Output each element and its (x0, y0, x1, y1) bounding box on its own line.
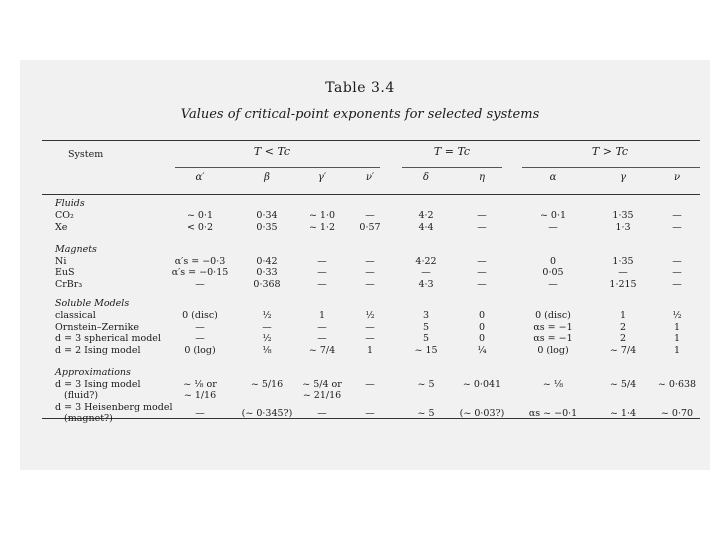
exponent-header: γ′ (317, 172, 327, 183)
table-cell: ~ 5/4 (609, 379, 637, 390)
table-cell: ~ 21/16 (302, 390, 342, 401)
table-cell: < 0·2 (186, 222, 214, 233)
table-cell: 0·35 (256, 222, 278, 233)
table-cell: — (195, 279, 205, 290)
table-cell: — (317, 322, 327, 333)
system-name: Ornstein–Zernike (55, 322, 139, 333)
table-cell: — (421, 267, 431, 278)
table-cell: 0·57 (359, 222, 381, 233)
table-title: Table 3.4 (325, 80, 395, 96)
table-cell: ~ 5 (417, 408, 435, 419)
table-cell: ~ 0·1 (186, 210, 214, 221)
column-header-system: System (68, 149, 104, 160)
table-cell: — (365, 379, 375, 390)
table-cell: ~ ⅛ (542, 379, 564, 390)
table-cell: — (365, 408, 375, 419)
group-header: T > Tc (591, 145, 629, 158)
table-cell: 4·4 (418, 222, 434, 233)
table-cell: αs ~ −0·1 (528, 408, 578, 419)
exponent-header: α′ (195, 172, 205, 183)
table-cell: (~ 0·345?) (241, 408, 293, 419)
table-cell: ⅛ (262, 345, 272, 356)
table-cell: — (477, 256, 487, 267)
table-cell: 2 (619, 322, 627, 333)
table-cell: ~ 1·4 (609, 408, 637, 419)
table-cell: 0 (549, 256, 557, 267)
exponent-header: η (479, 172, 485, 183)
table-cell: 0·42 (256, 256, 278, 267)
table-cell: 3 (422, 310, 430, 321)
table-cell: ½ (262, 310, 272, 321)
group-rule-above (522, 167, 700, 168)
table-cell: — (365, 322, 375, 333)
table-cell: αs = −1 (533, 322, 573, 333)
table-cell: 5 (422, 322, 430, 333)
table-cell: ~ 15 (414, 345, 438, 356)
system-name: EuS (55, 267, 75, 278)
table-cell: ½ (365, 310, 375, 321)
table-cell: αs = −1 (533, 333, 573, 344)
table-cell: ~ 7/4 (308, 345, 336, 356)
table-cell: 4·22 (415, 256, 437, 267)
exponent-header: β (264, 172, 270, 183)
table-cell: ~ 1/16 (183, 390, 217, 401)
table-cell: ~ 0·1 (539, 210, 567, 221)
table-cell: — (672, 279, 682, 290)
table-cell: — (477, 279, 487, 290)
table-cell: ~ 7/4 (609, 345, 637, 356)
table-subtitle: Values of critical-point exponents for selected systems (180, 107, 540, 122)
table-cell: — (195, 408, 205, 419)
table-cell: ~ 0·70 (660, 408, 694, 419)
table-cell: ~ ⅛ or (183, 379, 217, 390)
table-cell: 1 (673, 333, 681, 344)
table-cell: — (195, 322, 205, 333)
table-cell: — (365, 210, 375, 221)
system-name: d = 3 Heisenberg model (55, 402, 173, 413)
table-cell: — (365, 333, 375, 344)
table-cell: ~ 0·638 (657, 379, 697, 390)
exponent-header: α (549, 172, 557, 183)
table-cell: — (672, 267, 682, 278)
table-cell: — (195, 333, 205, 344)
table-cell: — (317, 279, 327, 290)
table-cell: — (477, 267, 487, 278)
system-name: d = 2 Ising model (55, 345, 141, 356)
system-name: CrBr₃ (55, 279, 83, 290)
table-cell: 1 (366, 345, 374, 356)
table-cell: 1 (619, 310, 627, 321)
table-cell: 0 (478, 322, 486, 333)
system-name: CO₂ (55, 210, 74, 221)
table-cell: 0 (disc) (182, 310, 218, 321)
table-cell: α′s = −0·3 (174, 256, 226, 267)
system-name: d = 3 Ising model (55, 379, 141, 390)
table-cell: ~ 0·041 (462, 379, 502, 390)
table-cell: ~ 5 (417, 379, 435, 390)
table-cell: — (365, 256, 375, 267)
table-cell: 0·34 (256, 210, 278, 221)
table-cell: 0 (disc) (535, 310, 571, 321)
table-cell: — (618, 267, 628, 278)
exponent-header: ν (673, 172, 681, 183)
section-title: Magnets (55, 244, 97, 255)
table-cell: 5 (422, 333, 430, 344)
table-cell: — (672, 222, 682, 233)
table-cell: — (548, 222, 558, 233)
exponent-header: ν′ (365, 172, 375, 183)
table-cell: — (477, 210, 487, 221)
table-cell: 1·35 (612, 210, 634, 221)
table-cell: — (317, 333, 327, 344)
table-cell: — (317, 408, 327, 419)
table-cell: 0·368 (253, 279, 281, 290)
table-cell: 2 (619, 333, 627, 344)
table-cell: 1 (673, 322, 681, 333)
table-cell: — (365, 279, 375, 290)
table-cell: ~ 5/16 (250, 379, 284, 390)
table-cell: 4·2 (418, 210, 434, 221)
system-name: Ni (55, 256, 67, 267)
table-cell: — (672, 210, 682, 221)
table-cell: α′s = −0·15 (171, 267, 229, 278)
table-cell: — (365, 267, 375, 278)
table-cell: 4·3 (418, 279, 434, 290)
table-cell: — (262, 322, 272, 333)
system-name: d = 3 spherical model (55, 333, 161, 344)
section-title: Approximations (55, 367, 131, 378)
table-cell: ~ 1·0 (308, 210, 336, 221)
table-cell: — (548, 279, 558, 290)
table-cell: 0 (478, 310, 486, 321)
table-cell: — (477, 222, 487, 233)
group-header: T < Tc (253, 145, 291, 158)
table-cell: ½ (262, 333, 272, 344)
table-cell: ~ 1·2 (308, 222, 336, 233)
top-rule (42, 140, 700, 141)
table-cell: ¼ (477, 345, 487, 356)
table-cell: — (317, 267, 327, 278)
header-rule (42, 194, 700, 195)
table-cell: (~ 0·03?) (459, 408, 505, 419)
table-cell: 1·35 (612, 256, 634, 267)
system-name: classical (55, 310, 96, 321)
system-name-note: (magnet?) (64, 413, 113, 424)
table-cell: 1·215 (609, 279, 637, 290)
table-cell: 0·33 (256, 267, 278, 278)
table-cell: ½ (672, 310, 682, 321)
table-cell: 0 (log) (184, 345, 216, 356)
table-cell: 0 (log) (537, 345, 569, 356)
group-rule-below (175, 167, 380, 168)
group-header: T = Tc (433, 145, 471, 158)
table-cell: 1·3 (615, 222, 631, 233)
table-cell: 0·05 (542, 267, 564, 278)
table-cell: 1 (673, 345, 681, 356)
exponent-header: δ (422, 172, 430, 183)
section-title: Soluble Models (55, 298, 130, 309)
exponent-header: γ (620, 172, 626, 183)
group-rule-at (402, 167, 502, 168)
table-cell: 1 (318, 310, 326, 321)
system-name: Xe (55, 222, 68, 233)
section-title: Fluids (55, 198, 85, 209)
table-cell: — (317, 256, 327, 267)
table-cell: 0 (478, 333, 486, 344)
system-name-note: (fluid?) (64, 390, 99, 401)
table-cell: — (672, 256, 682, 267)
table-cell: ~ 5/4 or (302, 379, 342, 390)
